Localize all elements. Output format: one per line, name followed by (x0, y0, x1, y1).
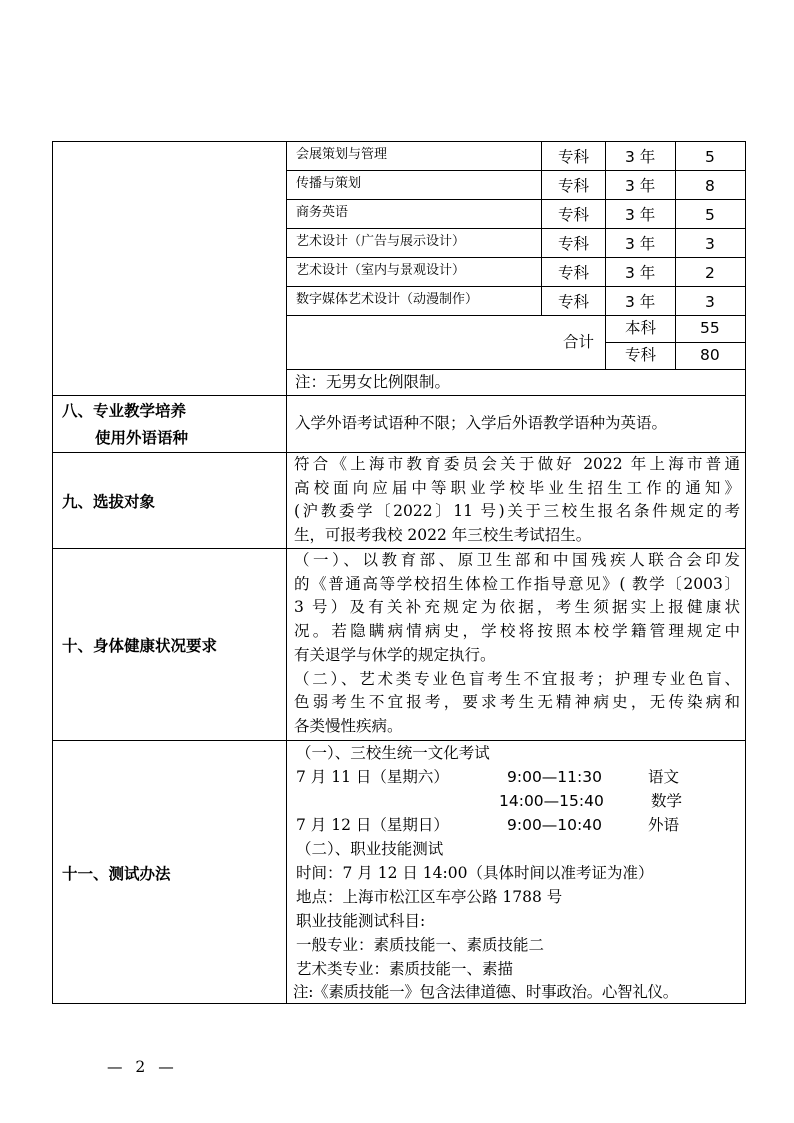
ratio-note: 注：无男女比例限制。 (295, 373, 451, 391)
test-time: 时间：7 月 12 日 14:00（具体时间以准考证为准） (296, 864, 654, 882)
content-line: 生，可报考我校 2022 年三校生考试招生。 (294, 526, 592, 545)
content-line: 况。若隐瞒病情病史，学校将按照本校学籍管理规定中 (294, 622, 740, 641)
schedule-time: 14:00—15:40 (499, 792, 604, 810)
content-line: （二）、艺术类专业色盲考生不宜报考；护理专业色盲、 (294, 669, 740, 688)
schedule-date: 7 月 11 日（星期六） (296, 768, 449, 786)
section-separator (52, 740, 746, 741)
program-count: 2 (705, 264, 715, 282)
total-row-separator (605, 342, 746, 343)
row-separator (286, 257, 746, 258)
test-subjects-general: 一般专业：素质技能一、素质技能二 (296, 936, 545, 954)
total-level: 专科 (625, 346, 657, 364)
program-years: 3 年 (625, 206, 656, 224)
content-line: 符合《上海市教育委员会关于做好 2022 年上海市普通 (294, 455, 740, 473)
total-count: 80 (700, 346, 720, 364)
exam-part-title: （一）、三校生统一文化考试 (296, 744, 490, 762)
content-line: 高校面向应届中等职业学校毕业生招生工作的通知》 (294, 478, 740, 497)
program-years: 3 年 (625, 177, 656, 195)
total-count: 55 (700, 319, 720, 337)
row-separator (286, 170, 746, 171)
content-line: 各类慢性疾病。 (294, 716, 403, 735)
section-separator (52, 395, 746, 396)
section-content (294, 453, 740, 548)
program-name: 商务英语 (296, 205, 349, 220)
content-line: (沪教委学〔2022〕11 号)关于三校生报名条件规定的考 (294, 502, 740, 521)
section-title: 八、专业教学培养 (62, 401, 187, 420)
test-note: 注:《素质技能一》包含法律道德、时事政治。心智礼仪。 (293, 983, 678, 1001)
program-name: 传播与策划 (296, 176, 362, 191)
section-title: 九、选拔对象 (62, 492, 156, 511)
row-separator (286, 369, 746, 370)
program-count: 5 (705, 206, 715, 224)
program-years: 3 年 (625, 148, 656, 166)
schedule-date: 7 月 12 日（星期日） (296, 816, 449, 834)
program-level: 专科 (558, 293, 590, 311)
page-number: — 2 — (107, 1058, 178, 1076)
program-level: 专科 (558, 206, 590, 224)
table-border-left (52, 141, 53, 1004)
test-subjects-title: 职业技能测试科目: (296, 912, 426, 930)
table-border-top (52, 141, 746, 142)
program-name: 数字媒体艺术设计（动漫制作） (296, 292, 479, 307)
content-line: 色弱考生不宜报考，要求考生无精神病史，无传染病和 (294, 693, 740, 712)
schedule-subject: 数学 (651, 792, 683, 810)
row-separator (286, 228, 746, 229)
schedule-time: 9:00—11:30 (507, 768, 602, 786)
section-content (294, 549, 740, 739)
program-level: 专科 (558, 148, 590, 166)
label-column-divider (286, 141, 287, 1004)
total-level: 本科 (625, 319, 657, 337)
section-content: 入学外语考试语种不限；入学后外语教学语种为英语。 (295, 414, 668, 432)
count-column-divider (675, 141, 676, 369)
program-count: 3 (705, 293, 715, 311)
program-level: 专科 (558, 264, 590, 282)
years-column-divider (605, 141, 606, 369)
program-count: 8 (705, 177, 715, 195)
row-separator (286, 286, 746, 287)
program-name: 艺术设计（广告与展示设计） (296, 234, 466, 249)
program-count: 3 (705, 235, 715, 253)
schedule-subject: 外语 (648, 816, 680, 834)
program-level: 专科 (558, 177, 590, 195)
content-line: 3 号）及有关补充规定为依据，考生须据实上报健康状 (294, 598, 740, 617)
table-border-bottom (52, 1003, 746, 1004)
test-location: 地点：上海市松江区车亭公路 1788 号 (296, 888, 563, 906)
program-years: 3 年 (625, 264, 656, 282)
row-separator (286, 199, 746, 200)
program-name: 会展策划与管理 (296, 147, 388, 162)
content-line: 有关退学与休学的规定执行。 (294, 645, 496, 664)
schedule-time: 9:00—10:40 (507, 816, 602, 834)
section-title: 十、身体健康状况要求 (62, 636, 218, 655)
program-years: 3 年 (625, 293, 656, 311)
section-title: 使用外语语种 (95, 428, 189, 447)
content-line: 的《普通高等学校招生体检工作指导意见》( 教学〔2003〕 (294, 574, 740, 593)
test-subjects-art: 艺术类专业：素质技能一、素描 (296, 960, 514, 978)
section-title: 十一、测试办法 (62, 864, 171, 883)
schedule-subject: 语文 (648, 768, 680, 786)
program-years: 3 年 (625, 235, 656, 253)
program-count: 5 (705, 148, 715, 166)
row-separator (286, 315, 746, 316)
total-label: 合计 (563, 333, 595, 351)
content-line: （一）、以教育部、原卫生部和中国残疾人联合会印发 (294, 551, 740, 569)
program-level: 专科 (558, 235, 590, 253)
program-name: 艺术设计（室内与景观设计） (296, 263, 466, 278)
exam-part-title: （二）、职业技能测试 (296, 840, 444, 858)
table-border-right (745, 141, 746, 1004)
